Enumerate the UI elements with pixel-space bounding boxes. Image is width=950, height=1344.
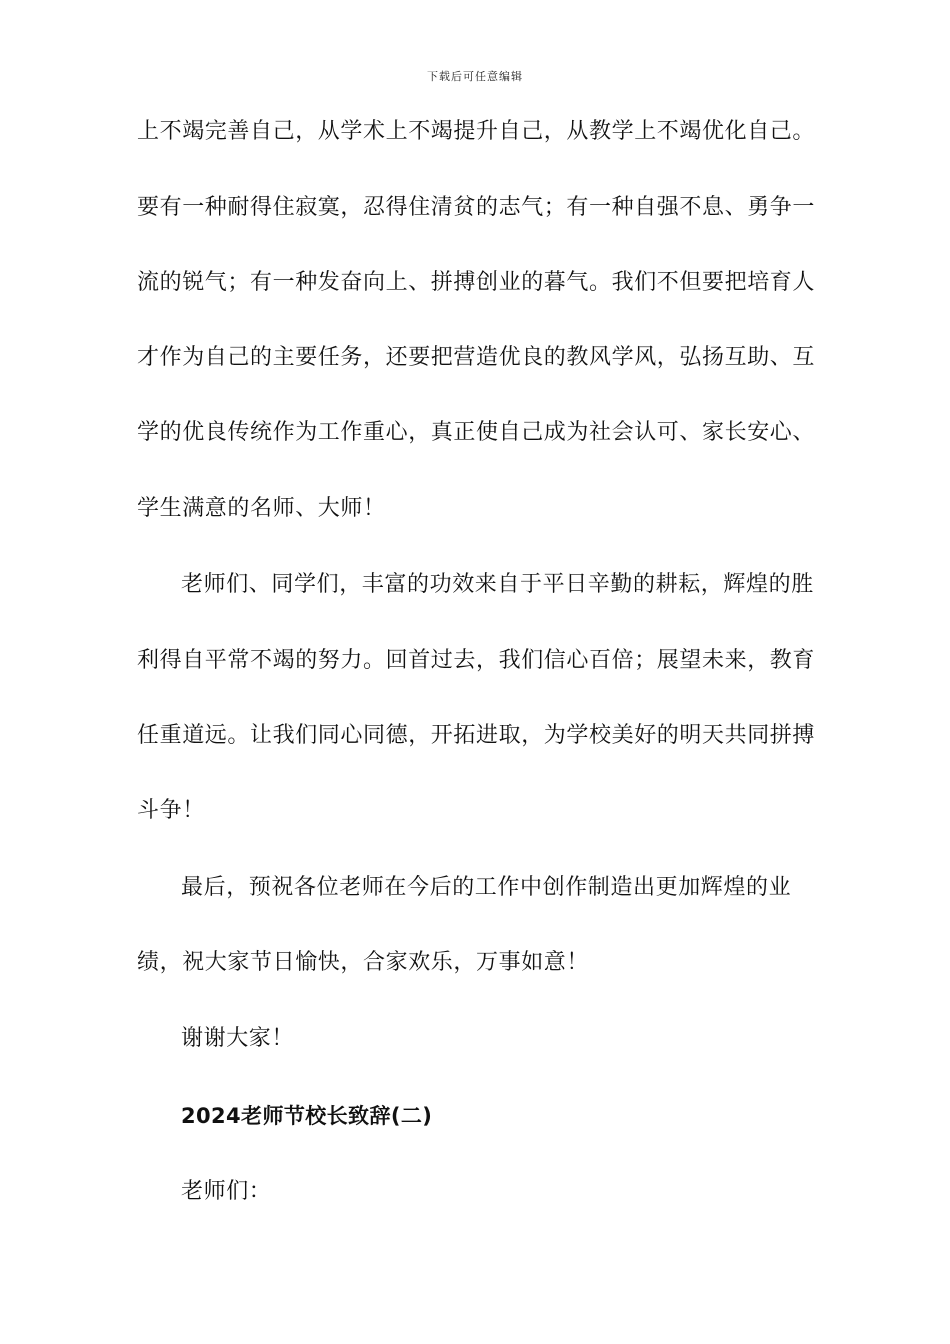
body-line-5: 学的优良传统作为工作重心，真正使自己成为社会认可、家长安心、 — [137, 420, 816, 445]
body-line-10: 斗争！ — [137, 798, 205, 823]
body-line-12: 绩，祝大家节日愉快，合家欢乐，万事如意！ — [137, 950, 590, 975]
body-line-2: 要有一种耐得住寂寞，忍得住清贫的志气；有一种自强不息、勇争一 — [137, 195, 816, 220]
body-line-1: 上不竭完善自己，从学术上不竭提升自己，从教学上不竭优化自己。 — [137, 119, 816, 144]
thanks-line: 谢谢大家！ — [181, 1026, 295, 1051]
body-line-6: 学生满意的名师、大师！ — [137, 496, 386, 521]
header-note: 下载后可任意编辑 — [427, 70, 523, 83]
salutation-line: 老师们： — [181, 1179, 272, 1204]
body-line-9: 任重道远。让我们同心同德，开拓进取，为学校美好的明天共同拼搏 — [137, 723, 816, 748]
body-line-3: 流的锐气；有一种发奋向上、拼搏创业的暮气。我们不但要把培育人 — [137, 270, 816, 295]
body-line-8: 利得自平常不竭的努力。回首过去，我们信心百倍；展望未来，教育 — [137, 648, 816, 673]
body-line-7: 老师们、同学们，丰富的功效来自于平日辛勤的耕耘，辉煌的胜 — [181, 572, 814, 597]
body-line-11: 最后，预祝各位老师在今后的工作中创作制造出更加辉煌的业 — [181, 875, 792, 900]
body-line-4: 才作为自己的主要任务，还要把营造优良的教风学风，弘扬互助、互 — [137, 345, 816, 370]
section-heading: 2024老师节校长致辞(二) — [181, 1104, 433, 1128]
